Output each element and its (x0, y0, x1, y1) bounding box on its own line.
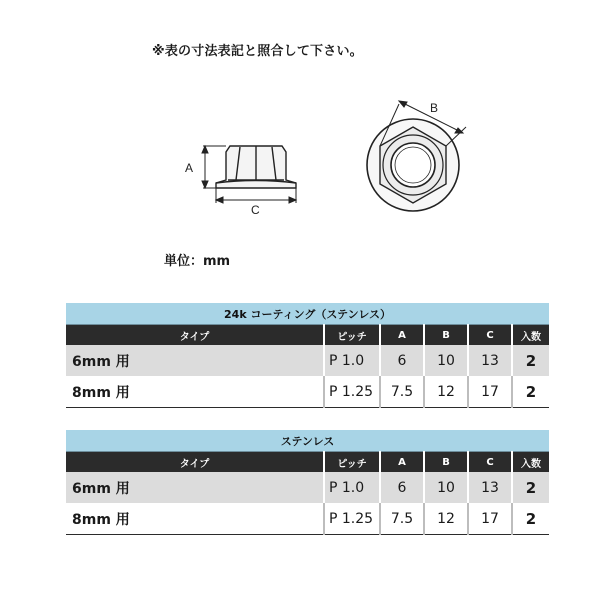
dimension-a-label: A (185, 161, 194, 175)
cell-pitch: P 1.0 (324, 345, 380, 376)
cell-c: 13 (468, 472, 512, 503)
table-row (66, 503, 549, 535)
header-qty: 入数 (512, 325, 549, 346)
cell-b: 10 (424, 345, 468, 376)
header-a: A (380, 325, 424, 346)
unit-label: 単位：mm (164, 254, 231, 269)
cell-c: 13 (468, 345, 512, 376)
table-title: 24k コーティング（ステンレス） (66, 303, 549, 325)
cell-qty: 2 (512, 345, 549, 376)
dimension-c-label: C (251, 203, 260, 217)
nut-top-view (367, 119, 459, 211)
flange-nut-diagram (0, 0, 600, 240)
cell-qty: 2 (512, 503, 549, 535)
header-qty: 入数 (512, 452, 549, 473)
header-b: B (424, 325, 468, 346)
cell-qty: 2 (512, 472, 549, 503)
header-pitch: ピッチ (324, 452, 380, 473)
cell-c: 17 (468, 503, 512, 535)
header-b: B (424, 452, 468, 473)
cell-pitch: P 1.25 (324, 376, 380, 408)
dimension-note: ※表の寸法表記と照合して下さい。 (152, 44, 363, 59)
cell-type: 6mm 用 (66, 345, 324, 376)
header-a: A (380, 452, 424, 473)
cell-c: 17 (468, 376, 512, 408)
cell-type: 8mm 用 (66, 376, 324, 408)
nut-side-view (216, 146, 296, 188)
cell-b: 12 (424, 376, 468, 408)
cell-b: 12 (424, 503, 468, 535)
table-row (66, 345, 549, 376)
cell-pitch: P 1.0 (324, 472, 380, 503)
header-type: タイプ (66, 452, 324, 473)
spec-table-stainless (66, 430, 549, 535)
cell-a: 6 (380, 345, 424, 376)
cell-pitch: P 1.25 (324, 503, 380, 535)
cell-a: 6 (380, 472, 424, 503)
cell-type: 6mm 用 (66, 472, 324, 503)
cell-type: 8mm 用 (66, 503, 324, 535)
cell-a: 7.5 (380, 503, 424, 535)
header-c: C (468, 452, 512, 473)
table-title: ステンレス (66, 430, 549, 452)
spec-table-24k (66, 303, 549, 408)
cell-qty: 2 (512, 376, 549, 408)
dimension-c (216, 188, 296, 203)
table-row (66, 376, 549, 408)
cell-a: 7.5 (380, 376, 424, 408)
cell-b: 10 (424, 472, 468, 503)
table-row (66, 472, 549, 503)
header-pitch: ピッチ (324, 325, 380, 346)
header-c: C (468, 325, 512, 346)
header-type: タイプ (66, 325, 324, 346)
dimension-b-label: B (430, 101, 439, 115)
